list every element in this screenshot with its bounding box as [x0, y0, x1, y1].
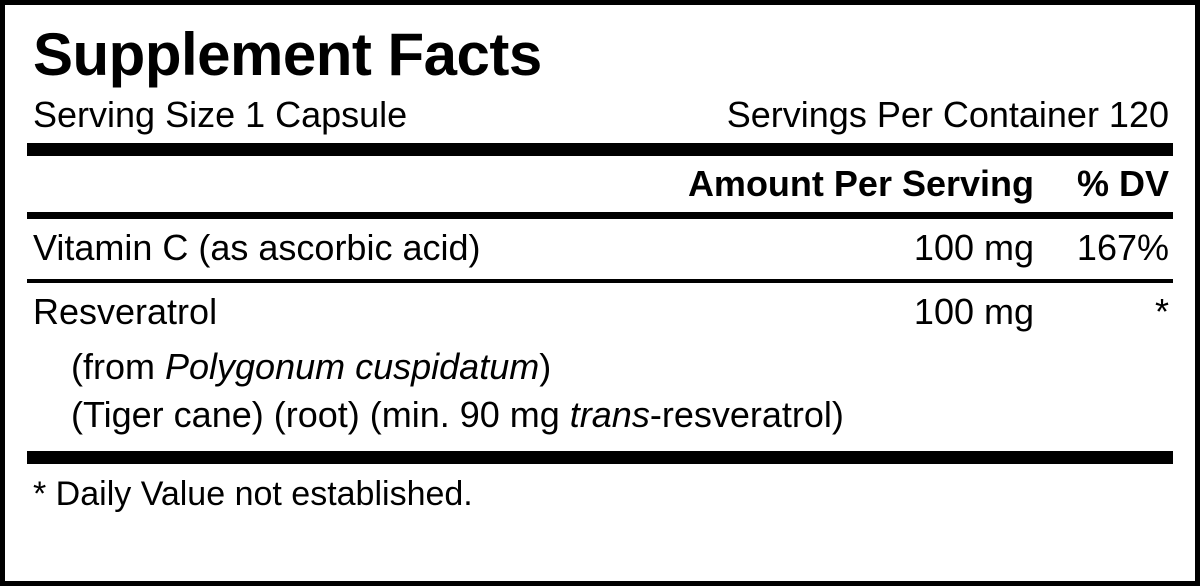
- nutrient-dv: *: [1154, 291, 1169, 332]
- column-header-amount: Amount Per Serving: [687, 163, 1034, 204]
- table-row: [27, 219, 1173, 279]
- nutrient-source-lines: [27, 343, 1173, 445]
- divider-thick-bottom: [27, 451, 1173, 464]
- nutrient-name: Resveratrol: [33, 291, 218, 332]
- servings-per-container: Servings Per Container 120: [726, 94, 1169, 135]
- nutrient-source-line: (Tiger cane) (root) (min. 90 mg trans-resveratrol): [71, 394, 844, 435]
- divider-thick-top: [27, 143, 1173, 156]
- serving-size: Serving Size 1 Capsule: [33, 94, 408, 135]
- column-header-dv: % DV: [1076, 163, 1169, 204]
- nutrient-amount: 100 mg: [913, 227, 1034, 268]
- serving-info-row: [33, 93, 1173, 137]
- table-row: [27, 283, 1173, 343]
- nutrient-dv: 167%: [1076, 227, 1169, 268]
- nutrient-source-line: (from Polygonum cuspidatum): [71, 346, 552, 387]
- page-title: Supplement Facts: [33, 21, 542, 88]
- table-header-row: [27, 156, 1173, 212]
- divider-below-header: [27, 212, 1173, 219]
- footnote: * Daily Value not established.: [33, 475, 473, 513]
- nutrient-amount: 100 mg: [913, 291, 1034, 332]
- nutrient-name: Vitamin C (as ascorbic acid): [33, 227, 481, 268]
